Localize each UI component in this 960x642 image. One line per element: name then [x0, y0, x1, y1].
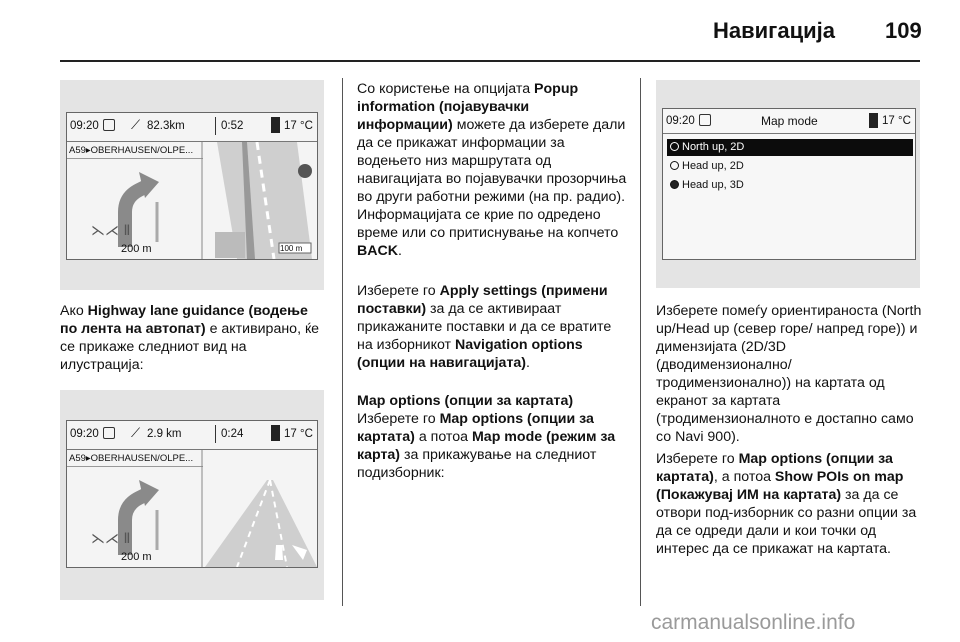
- apply-settings-paragraph: [357, 282, 627, 372]
- radio-checked-icon: [670, 180, 679, 189]
- option-name: Highway lane guidance (водење по лента на автопат): [60, 303, 308, 337]
- column-divider-2: [640, 78, 641, 606]
- clock: 09:20: [666, 115, 695, 127]
- turn-distance: 200 m: [121, 551, 152, 563]
- header-rule: [60, 60, 920, 62]
- text: Ако: [60, 303, 88, 319]
- watermark: carmanualsonline.info: [651, 611, 856, 634]
- menu-title: Map mode: [761, 114, 818, 128]
- map-mode-display: [662, 108, 916, 260]
- text: Изберете го: [357, 411, 440, 427]
- lane-graphics: [67, 450, 317, 567]
- option-name: Map options (опции за картата): [357, 411, 594, 445]
- turn-distance: 200 m: [121, 243, 152, 255]
- route-label: A59▸OBERHAUSEN/OLPE...: [67, 143, 203, 159]
- map-mode-description: Изберете помеѓу ориентираноста (North up/Head up (север горе/ напред горе)) и димензијата (2D/3D (дводимензионално/ тродимензионално)) на картата од екранот за картата (тродимензионалното е достапно само со Navi 900).: [656, 303, 922, 445]
- text: за да се отвори под-изборник со разни опции за да се одреди дали и кои точки од интерес да се прикажат на картата.: [656, 487, 917, 557]
- clock: 09:20: [70, 120, 99, 132]
- page-number: 109: [885, 18, 922, 43]
- map-mode-screenshot: [656, 80, 920, 288]
- smiley-icon: [103, 427, 115, 439]
- radio-unchecked-icon: [670, 161, 679, 170]
- status-bar: [67, 113, 317, 142]
- text: можете да изберете дали да се прикажат информации за водењето низ маршрутата од навигацијата во појавувачки прозорчиња во други работни режими (на пр. радио). Информацијата се крие по одредено време или со притиснување на копчето: [357, 117, 627, 241]
- text: Изберете го: [656, 451, 739, 467]
- smiley-icon: [699, 114, 711, 126]
- text: а потоа: [414, 429, 472, 445]
- option-label: Head up, 3D: [682, 179, 744, 191]
- text: за прикажување на следниот подизборник:: [357, 447, 597, 481]
- option-name: Popup information (појавувачки информации): [357, 81, 579, 133]
- temperature: 17 °C: [284, 120, 313, 132]
- text: Изберете го: [357, 283, 440, 299]
- route-distance-icon: ⟋: [131, 117, 141, 132]
- guidance-screenshot-1: [60, 80, 324, 290]
- option-name: Navigation options (опции на навигацијата): [357, 337, 583, 371]
- text: Со користење на опцијата: [357, 81, 535, 97]
- option-name: Apply settings (примени поставки): [357, 283, 608, 317]
- section-heading: Map options (опции за картата): [357, 393, 574, 409]
- option-name: Map mode (режим за карта): [357, 429, 616, 463]
- text: е активирано, ќе се прикаже следниот вид на илустрација:: [60, 321, 320, 373]
- compass-icon: [298, 164, 312, 178]
- popup-info-paragraph: [357, 80, 627, 260]
- remaining-distance: 2.9 km: [147, 428, 182, 440]
- option-label: Head up, 2D: [682, 160, 744, 172]
- temperature: 17 °C: [284, 428, 313, 440]
- remaining-distance: 82.3km: [147, 120, 185, 132]
- option-label: North up, 2D: [682, 141, 745, 153]
- map-options-paragraph: [357, 410, 633, 482]
- divider: [215, 117, 216, 135]
- radio-unchecked-icon: [670, 142, 679, 151]
- thermometer-icon: [271, 425, 280, 441]
- map-mode-option-north-up-2d[interactable]: [667, 139, 913, 156]
- option-name: Show POIs on map (Покажувај ИМ на картата): [656, 469, 904, 503]
- remaining-time: 0:24: [221, 428, 244, 440]
- page-title: Навигација: [713, 18, 835, 43]
- text: за да се активираат прикажаните поставки и да се вратите на изборникот: [357, 301, 612, 353]
- map-mode-option-head-up-3d[interactable]: [667, 177, 913, 194]
- text: .: [397, 243, 402, 259]
- map-scale: 100 m: [280, 244, 303, 253]
- column-divider-1: [342, 78, 343, 606]
- temperature: 17 °C: [882, 115, 911, 127]
- lane-guidance-paragraph: [60, 302, 328, 374]
- divider: [215, 425, 216, 443]
- button-name: BACK: [357, 243, 398, 259]
- nav-display: [66, 112, 318, 260]
- nav-display: [66, 420, 318, 568]
- route-label: A59▸OBERHAUSEN/OLPE...: [67, 451, 203, 467]
- thermometer-icon: [869, 113, 878, 128]
- status-bar: [67, 421, 317, 450]
- guidance-graphics: [67, 142, 317, 259]
- status-bar: [663, 109, 915, 134]
- map-mode-option-head-up-2d[interactable]: [667, 158, 913, 175]
- option-name: Map options (опции за картата): [656, 451, 893, 485]
- thermometer-icon: [271, 117, 280, 133]
- lane-icons: ⋋⋌ Ⅱ: [91, 531, 131, 547]
- lane-icons: ⋋⋌ Ⅱ: [91, 223, 131, 239]
- text: .: [526, 355, 530, 371]
- smiley-icon: [103, 119, 115, 131]
- text: , а потоа: [713, 469, 775, 485]
- remaining-time: 0:52: [221, 120, 244, 132]
- guidance-screenshot-2: [60, 390, 324, 600]
- route-distance-icon: ⟋: [131, 425, 141, 440]
- show-pois-paragraph: [656, 450, 924, 558]
- clock: 09:20: [70, 428, 99, 440]
